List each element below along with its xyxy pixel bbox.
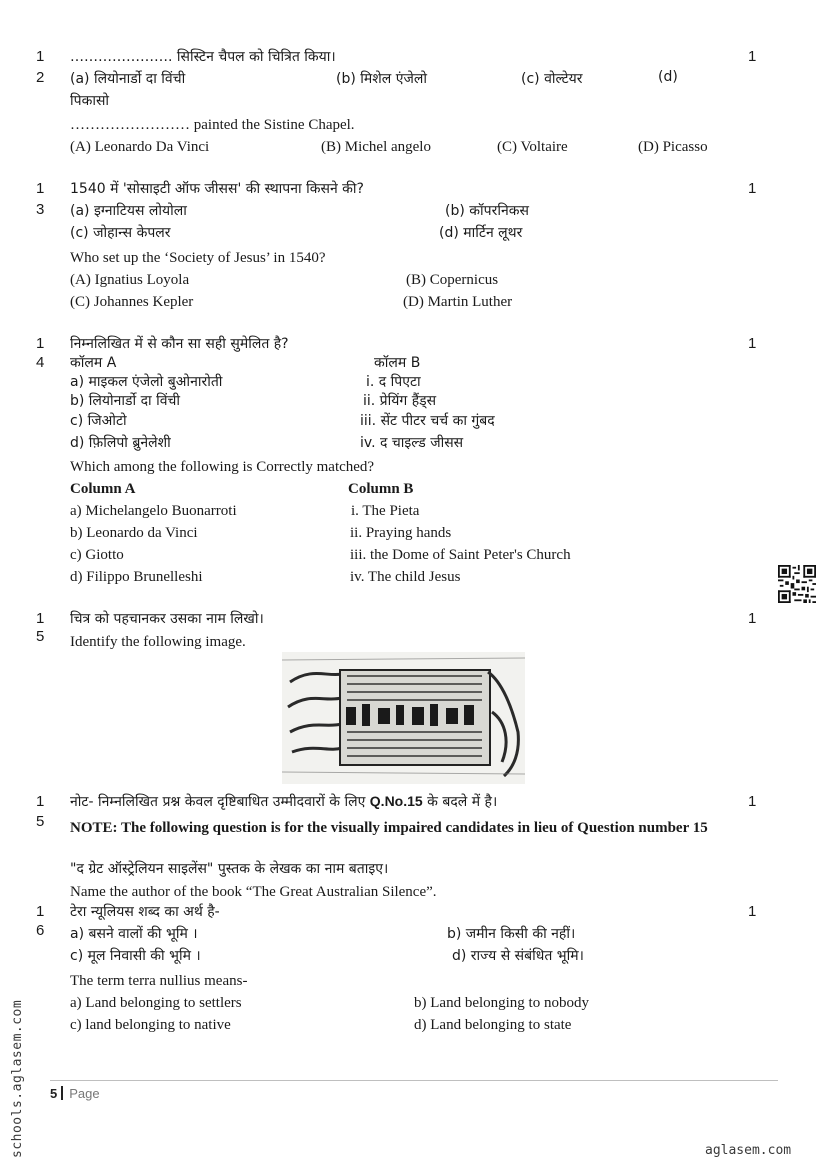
q12-english-option-d: (D) Picasso xyxy=(638,139,708,155)
q12-number-top: 1 xyxy=(36,48,45,65)
q14-english-row-a: b) Leonardo da Vinci xyxy=(70,525,198,541)
q14-english-row-b: iv. The child Jesus xyxy=(350,569,461,585)
q13-hindi-question: 1540 में 'सोसाइटी ऑफ जीसस' की स्थापना किसने की? xyxy=(70,181,364,197)
q14-hindi-column-b-header: कॉलम B xyxy=(374,355,421,371)
q14-english-row-a: a) Michelangelo Buonarroti xyxy=(70,503,237,519)
q12-english-question: …………………… painted the Sistine Chapel. xyxy=(70,117,355,133)
ancient-painting-image xyxy=(282,652,525,784)
q14-hindi-row-b: iii. सेंट पीटर चर्च का गुंबद xyxy=(360,413,495,429)
q12-english-option-c: (C) Voltaire xyxy=(497,139,568,155)
q14-hindi-row-a: c) जिओटो xyxy=(70,413,127,429)
q14-english-row-a: c) Giotto xyxy=(70,547,124,563)
q12-hindi-option-d-text: पिकासो xyxy=(70,93,110,109)
q15-hindi-question: चित्र को पहचानकर उसका नाम लिखो। xyxy=(70,611,264,627)
page-number: 5 xyxy=(50,1086,58,1101)
q15-vi-hindi-note-prefix: नोट- निम्नलिखित प्रश्न केवल दृष्टिबाधित उम्मीदवारों के लिए xyxy=(70,794,370,810)
q12-hindi-question: …………………. सिस्टिन चैपल को चित्रित किया। xyxy=(70,49,336,65)
q16-number-bottom: 6 xyxy=(36,922,45,939)
q14-english-question: Which among the following is Correctly matched? xyxy=(70,459,375,475)
q12-english-option-b: (B) Michel angelo xyxy=(321,139,431,155)
q14-hindi-row-b: i. द पिएटा xyxy=(366,374,421,390)
q16-english-question: The term terra nullius means- xyxy=(70,973,248,989)
q16-english-option-b: b) Land belonging to nobody xyxy=(414,995,589,1011)
q13-hindi-option-c: (c) जोहान्स केपलर xyxy=(70,225,171,241)
q12-number-bottom: 2 xyxy=(36,69,45,86)
q12-hindi-option-d: (d) xyxy=(658,69,678,85)
page-label: Page xyxy=(69,1086,100,1101)
q14-marks: 1 xyxy=(748,335,757,352)
q16-english-option-d: d) Land belonging to state xyxy=(414,1017,572,1033)
q14-hindi-row-b: ii. प्रेयिंग हैंड्स xyxy=(363,393,437,409)
q15-vi-english-note: NOTE: The following question is for the visually impaired candidates in lieu of Question number 15 xyxy=(70,820,708,836)
q15-number-bottom: 5 xyxy=(36,628,45,645)
q14-english-row-b: ii. Praying hands xyxy=(350,525,452,541)
q14-hindi-row-a: a) माइकल एंजेलो बुओनारोती xyxy=(70,374,223,390)
q14-english-row-b: i. The Pieta xyxy=(351,503,420,519)
q15-vi-number-top: 1 xyxy=(36,793,45,810)
q15-vi-hindi-question: "द ग्रेट ऑस्ट्रेलियन साइलेंस" पुस्तक के लेखक का नाम बताइए। xyxy=(70,861,389,877)
q15-number-top: 1 xyxy=(36,610,45,627)
q16-hindi-option-c: c) मूल निवासी की भूमि । xyxy=(70,948,201,964)
q14-hindi-row-a: d) फ़िलिपो ब्रुनेलेशी xyxy=(70,435,171,451)
q14-number-top: 1 xyxy=(36,335,45,352)
q12-hindi-option-c: (c) वोल्टेयर xyxy=(521,71,583,87)
q13-english-question: Who set up the ‘Society of Jesus’ in 1540? xyxy=(70,250,326,266)
q16-english-option-a: a) Land belonging to settlers xyxy=(70,995,242,1011)
footer-divider xyxy=(50,1080,778,1081)
q12-marks: 1 xyxy=(748,48,757,65)
q14-hindi-row-a: b) लियोनार्डो दा विंची xyxy=(70,393,181,409)
q14-english-column-b-header: Column B xyxy=(348,481,414,497)
q13-marks: 1 xyxy=(748,180,757,197)
q13-english-option-b: (B) Copernicus xyxy=(406,272,499,288)
q16-number-top: 1 xyxy=(36,903,45,920)
q16-marks: 1 xyxy=(748,903,757,920)
q13-number-top: 1 xyxy=(36,180,45,197)
bottom-watermark: aglasem.com xyxy=(705,1143,792,1158)
q13-number-bottom: 3 xyxy=(36,201,45,218)
q15-vi-marks: 1 xyxy=(748,793,757,810)
q12-hindi-option-a: (a) लियोनार्डो दा विंची xyxy=(70,71,186,87)
q12-hindi-option-b: (b) मिशेल एंजेलो xyxy=(336,71,427,87)
q15-vi-hindi-note-qno: Q.No.15 xyxy=(369,793,423,809)
q13-english-option-d: (D) Martin Luther xyxy=(403,294,513,310)
q13-hindi-option-a: (a) इग्नाटियस लोयोला xyxy=(70,203,187,219)
q16-hindi-question: टेरा न्यूलियस शब्द का अर्थ है- xyxy=(70,904,220,920)
q14-english-column-a-header: Column A xyxy=(70,481,136,497)
q16-hindi-option-b: b) जमीन किसी की नहीं। xyxy=(447,926,576,942)
q14-hindi-column-a-header: कॉलम A xyxy=(70,355,117,371)
q15-vi-hindi-note-suffix: के बदले में है। xyxy=(422,794,498,810)
q12-english-option-a: (A) Leonardo Da Vinci xyxy=(70,139,210,155)
qr-code-icon xyxy=(778,565,816,603)
q15-marks: 1 xyxy=(748,610,757,627)
side-watermark: schools.aglasem.com xyxy=(10,999,25,1158)
q15-english-question: Identify the following image. xyxy=(70,634,246,650)
q13-hindi-option-d: (d) मार्टिन लूथर xyxy=(439,225,523,241)
q16-english-option-c: c) land belonging to native xyxy=(70,1017,231,1033)
q15-vi-number-bottom: 5 xyxy=(36,813,45,830)
q14-hindi-question: निम्नलिखित में से कौन सा सही सुमेलित है? xyxy=(70,336,289,352)
q15-vi-english-question: Name the author of the book “The Great Australian Silence”. xyxy=(70,884,437,900)
q13-english-option-c: (C) Johannes Kepler xyxy=(70,294,194,310)
q15-vi-hindi-note xyxy=(70,792,497,811)
page-footer xyxy=(50,1086,100,1101)
q16-hindi-option-a: a) बसने वालों की भूमि । xyxy=(70,926,198,942)
q13-hindi-option-b: (b) कॉपरनिकस xyxy=(445,203,529,219)
q14-hindi-row-b: iv. द चाइल्ड जीसस xyxy=(360,435,464,451)
q14-english-row-a: d) Filippo Brunelleshi xyxy=(70,569,203,585)
q14-number-bottom: 4 xyxy=(36,354,45,371)
q14-english-row-b: iii. the Dome of Saint Peter's Church xyxy=(350,547,571,563)
q13-english-option-a: (A) Ignatius Loyola xyxy=(70,272,190,288)
q16-hindi-option-d: d) राज्य से संबंधित भूमि। xyxy=(452,948,584,964)
